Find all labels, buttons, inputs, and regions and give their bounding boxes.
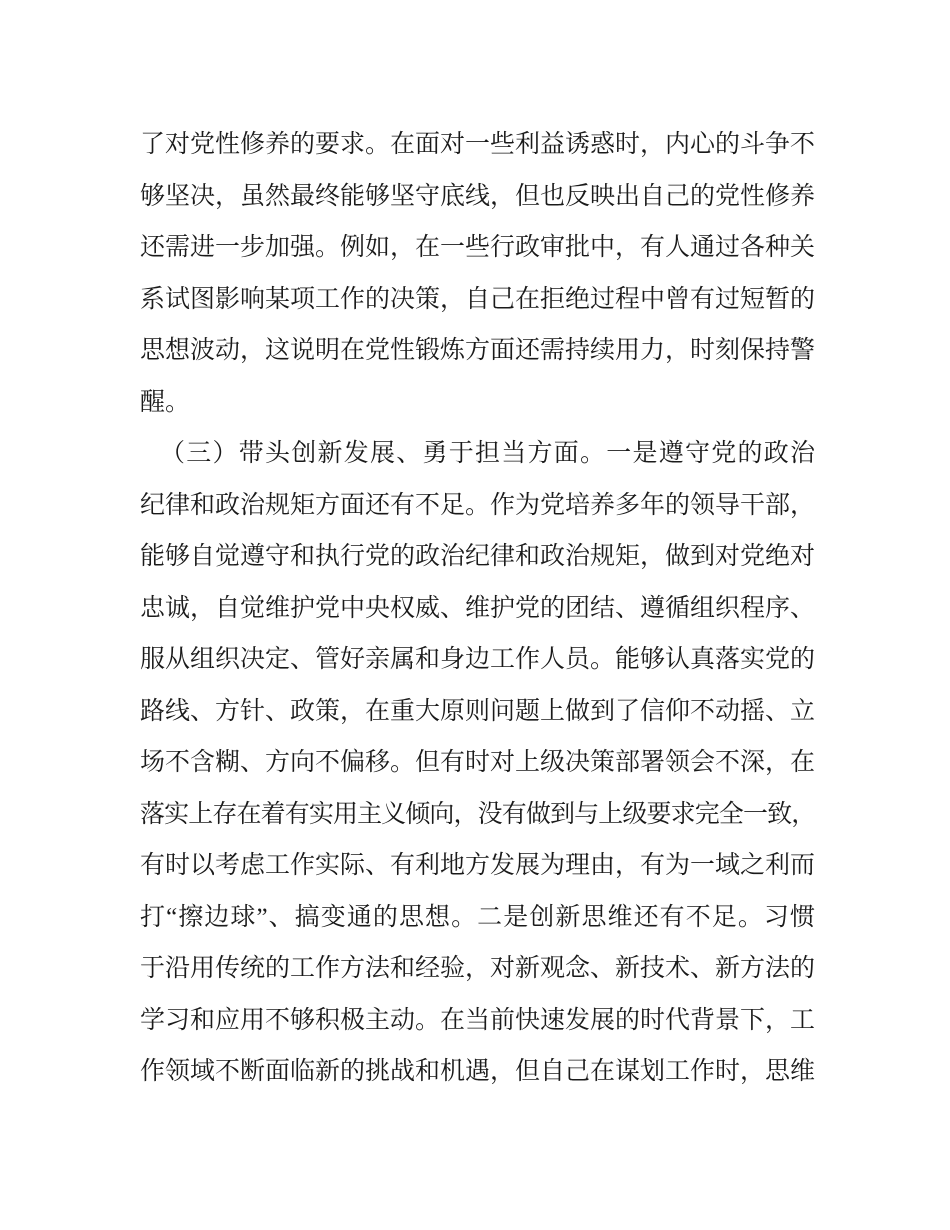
paragraph-continuation <box>140 119 815 428</box>
text-line: 纪律和政治规矩方面还有不足。作为党培养多年的领导干部， <box>140 491 816 519</box>
text-line: 有时以考虑工作实际、有利地方发展为理由，有为一域之利而 <box>140 852 816 879</box>
text-line: 了对党性修养的要求。在面对一些利益诱惑时，内心的斗争不 <box>140 131 816 158</box>
text-line: 服从组织决定、管好亲属和身边工作人员。能够认真落实党的 <box>140 646 816 673</box>
text-line: 打“擦边球”、搞变通的思想。二是创新思维还有不足。习惯 <box>140 903 815 931</box>
text-line: 还需进一步加强。例如，在一些行政审批中，有人通过各种关 <box>140 234 816 261</box>
text-line: 系试图影响某项工作的决策，自己在拒绝过程中曾有过短暂的 <box>140 285 816 313</box>
text-line: 场不含糊、方向不偏移。但有时对上级决策部署领会不深，在 <box>140 749 816 776</box>
text-line: 能够自觉遵守和执行党的政治纪律和政治规矩，做到对党绝对 <box>140 543 816 570</box>
text-line: 学习和应用不够积极主动。在当前快速发展的时代背景下，工 <box>140 1006 816 1034</box>
text-line: 够坚决，虽然最终能够坚守底线，但也反映出自己的党性修养 <box>140 182 816 210</box>
paragraph-section-three <box>140 428 815 1098</box>
text-line: 作领域不断面临新的挑战和机遇，但自己在谋划工作时，思维 <box>140 1058 816 1085</box>
text-line: 落实上存在着有实用主义倾向，没有做到与上级要求完全一致， <box>140 800 815 828</box>
text-line: 醒。 <box>140 388 191 416</box>
text-line: 路线、方针、政策，在重大原则问题上做到了信仰不动摇、立 <box>140 697 816 725</box>
text-line: 于沿用传统的工作方法和经验，对新观念、新技术、新方法的 <box>140 955 816 982</box>
text-line: （三）带头创新发展、勇于担当方面。一是遵守党的政治 <box>160 440 815 467</box>
text-line: 思想波动，这说明在党性锻炼方面还需持续用力，时刻保持警 <box>140 337 816 364</box>
text-line: 忠诚，自觉维护党中央权威、维护党的团结、遵循组织程序、 <box>140 594 816 622</box>
